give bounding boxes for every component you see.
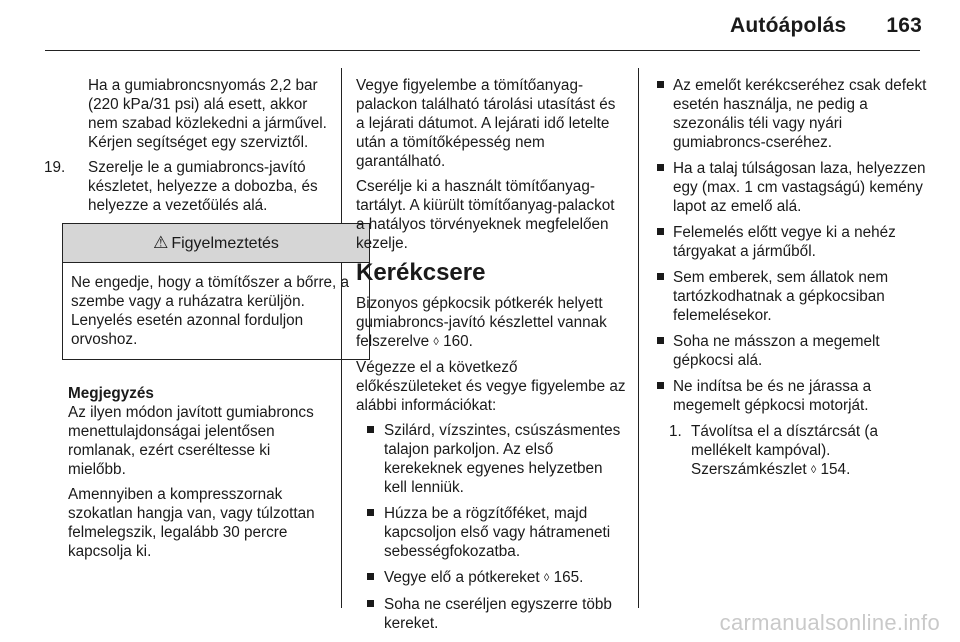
list-item [366,504,626,561]
replace-paragraph: Cserélje ki a használt tömítőanyag-tartályt. A kiürült tömítőanyag-palackot a hatályos törvényeknek megfelelően kezelje. [356,178,615,252]
list-item [653,159,929,216]
spare-wheel-text: Bizonyos gépkocsik pótkerék helyett gumiabroncs-javító készlettel vannak felszerelve [356,295,607,350]
list-item-text: Felemelés előtt vegye ki a nehéz tárgyakat a járműből. [673,224,896,260]
bullet-square-icon [367,573,374,580]
page-reference-link[interactable]: 160. [443,333,473,350]
bullet-square-icon [657,273,664,280]
page-header [730,14,922,38]
warning-title: Figyelmeztetés [171,235,279,252]
bullet-square-icon [657,337,664,344]
list-item-text: Szilárd, vízszintes, csúszásmentes talajon parkoljon. Az első kerekeknek egyenes helyzetben kell lenniük. [384,422,621,496]
list-item-text: Ne indítsa be és ne járassa a megemelt gépkocsi motorját. [673,378,872,414]
reference-arrow-icon: ◊ [543,572,550,584]
column-1 [44,76,350,567]
watermark: carmanualsonline.info [719,610,940,635]
bullet-square-icon [657,164,664,171]
bullet-square-icon [367,509,374,516]
bullet-square-icon [657,228,664,235]
note-block [68,384,328,561]
list-item-text: Sem emberek, sem állatok nem tartózkodhatnak a gépkocsiban felemelésekor. [673,269,889,324]
intro-paragraph: Ha a gumiabroncsnyomás 2,2 bar (220 kPa/31 psi) alá esett, akkor nem szabad közlekedni a járművel. Kérjen segítséget egy szerviztől. [88,77,327,151]
list-item [366,595,626,633]
list-item-text: Vegye elő a pótkereket [384,569,540,586]
list-item [653,332,929,370]
column-divider-right [638,68,639,608]
bullet-square-icon [657,81,664,88]
header-title: Autóápolás [730,14,847,37]
note-paragraph-1: Az ilyen módon javított gumiabroncs menettulajdonságai jelentősen romlanak, ezért cseréltesse ki mielőbb. [68,404,314,478]
list-item-text: Ha a talaj túlságosan laza, helyezzen egy (max. 1 cm vastagságú) kemény lapot az emelő alá. [673,160,926,215]
warning-text: Ne engedje, hogy a tömítőszer a bőrre, a szembe vagy a ruházatra kerüljön. Lenyelés esetén azonnal forduljon orvoshoz. [71,274,350,348]
list-item [653,223,929,261]
step-19-number: 19. [44,159,66,176]
preparation-paragraph: Végezze el a következő előkészületeket és vegye figyelembe az alábbi információkat: [356,359,626,414]
warning-box [62,223,370,360]
step-19 [44,158,327,215]
list-item-text: Húzza be a rögzítőféket, majd kapcsoljon első vagy hátrameneti sebességfokozatba. [384,505,611,560]
column-3 [653,76,929,486]
list-item [366,568,626,588]
bullet-square-icon [367,426,374,433]
page-reference-link[interactable]: 165. [553,569,584,586]
storage-paragraph: Vegye figyelembe a tömítőanyag-palackon található tárolási utasítást és a lejárati dátumot. A lejárati idő letelte után a tömítőképesség nem garantálható. [356,77,616,170]
warning-triangle-icon: ⚠ [153,233,169,252]
reference-arrow-icon: ◊ [810,464,817,476]
list-item-text: Soha ne másszon a megemelt gépkocsi alá. [673,333,880,369]
step-1-number: 1. [669,423,682,440]
list-item [366,421,626,497]
bullet-square-icon [657,382,664,389]
reference-arrow-icon: ◊ [433,336,439,348]
column-2 [356,76,626,640]
list-item [653,377,929,415]
bullet-square-icon [367,600,374,607]
note-title: Megjegyzés [68,385,154,402]
list-item [653,268,929,325]
list-item [653,76,929,152]
spare-wheel-paragraph [356,294,626,352]
list-item-text: Az emelőt kerékcseréhez csak defekt esetén használja, ne pedig a szezonális téli vagy nyári gumiabroncs-cseréhez. [673,77,927,151]
step-19-text: Szerelje le a gumiabroncs-javító készletet, helyezze a dobozba, és helyezze a vezetőülés alá. [88,159,318,214]
page-reference-link[interactable]: 154. [820,461,851,478]
list-item-text: Soha ne cseréljen egyszerre több kereket. [384,596,612,632]
warning-header [63,224,369,263]
note-paragraph-2: Amennyiben a kompresszornak szokatlan hangja van, vagy túlzottan felmelegszik, legalább 30 percre kapcsolja ki. [68,486,315,560]
step-1 [661,422,929,480]
header-rule [45,50,920,51]
step-1-text: Távolítsa el a dísztárcsát (a mellékelt kampóval). Szerszámkészlet [691,423,879,478]
page-number: 163 [886,14,922,37]
section-title: Kerékcsere [356,259,486,286]
